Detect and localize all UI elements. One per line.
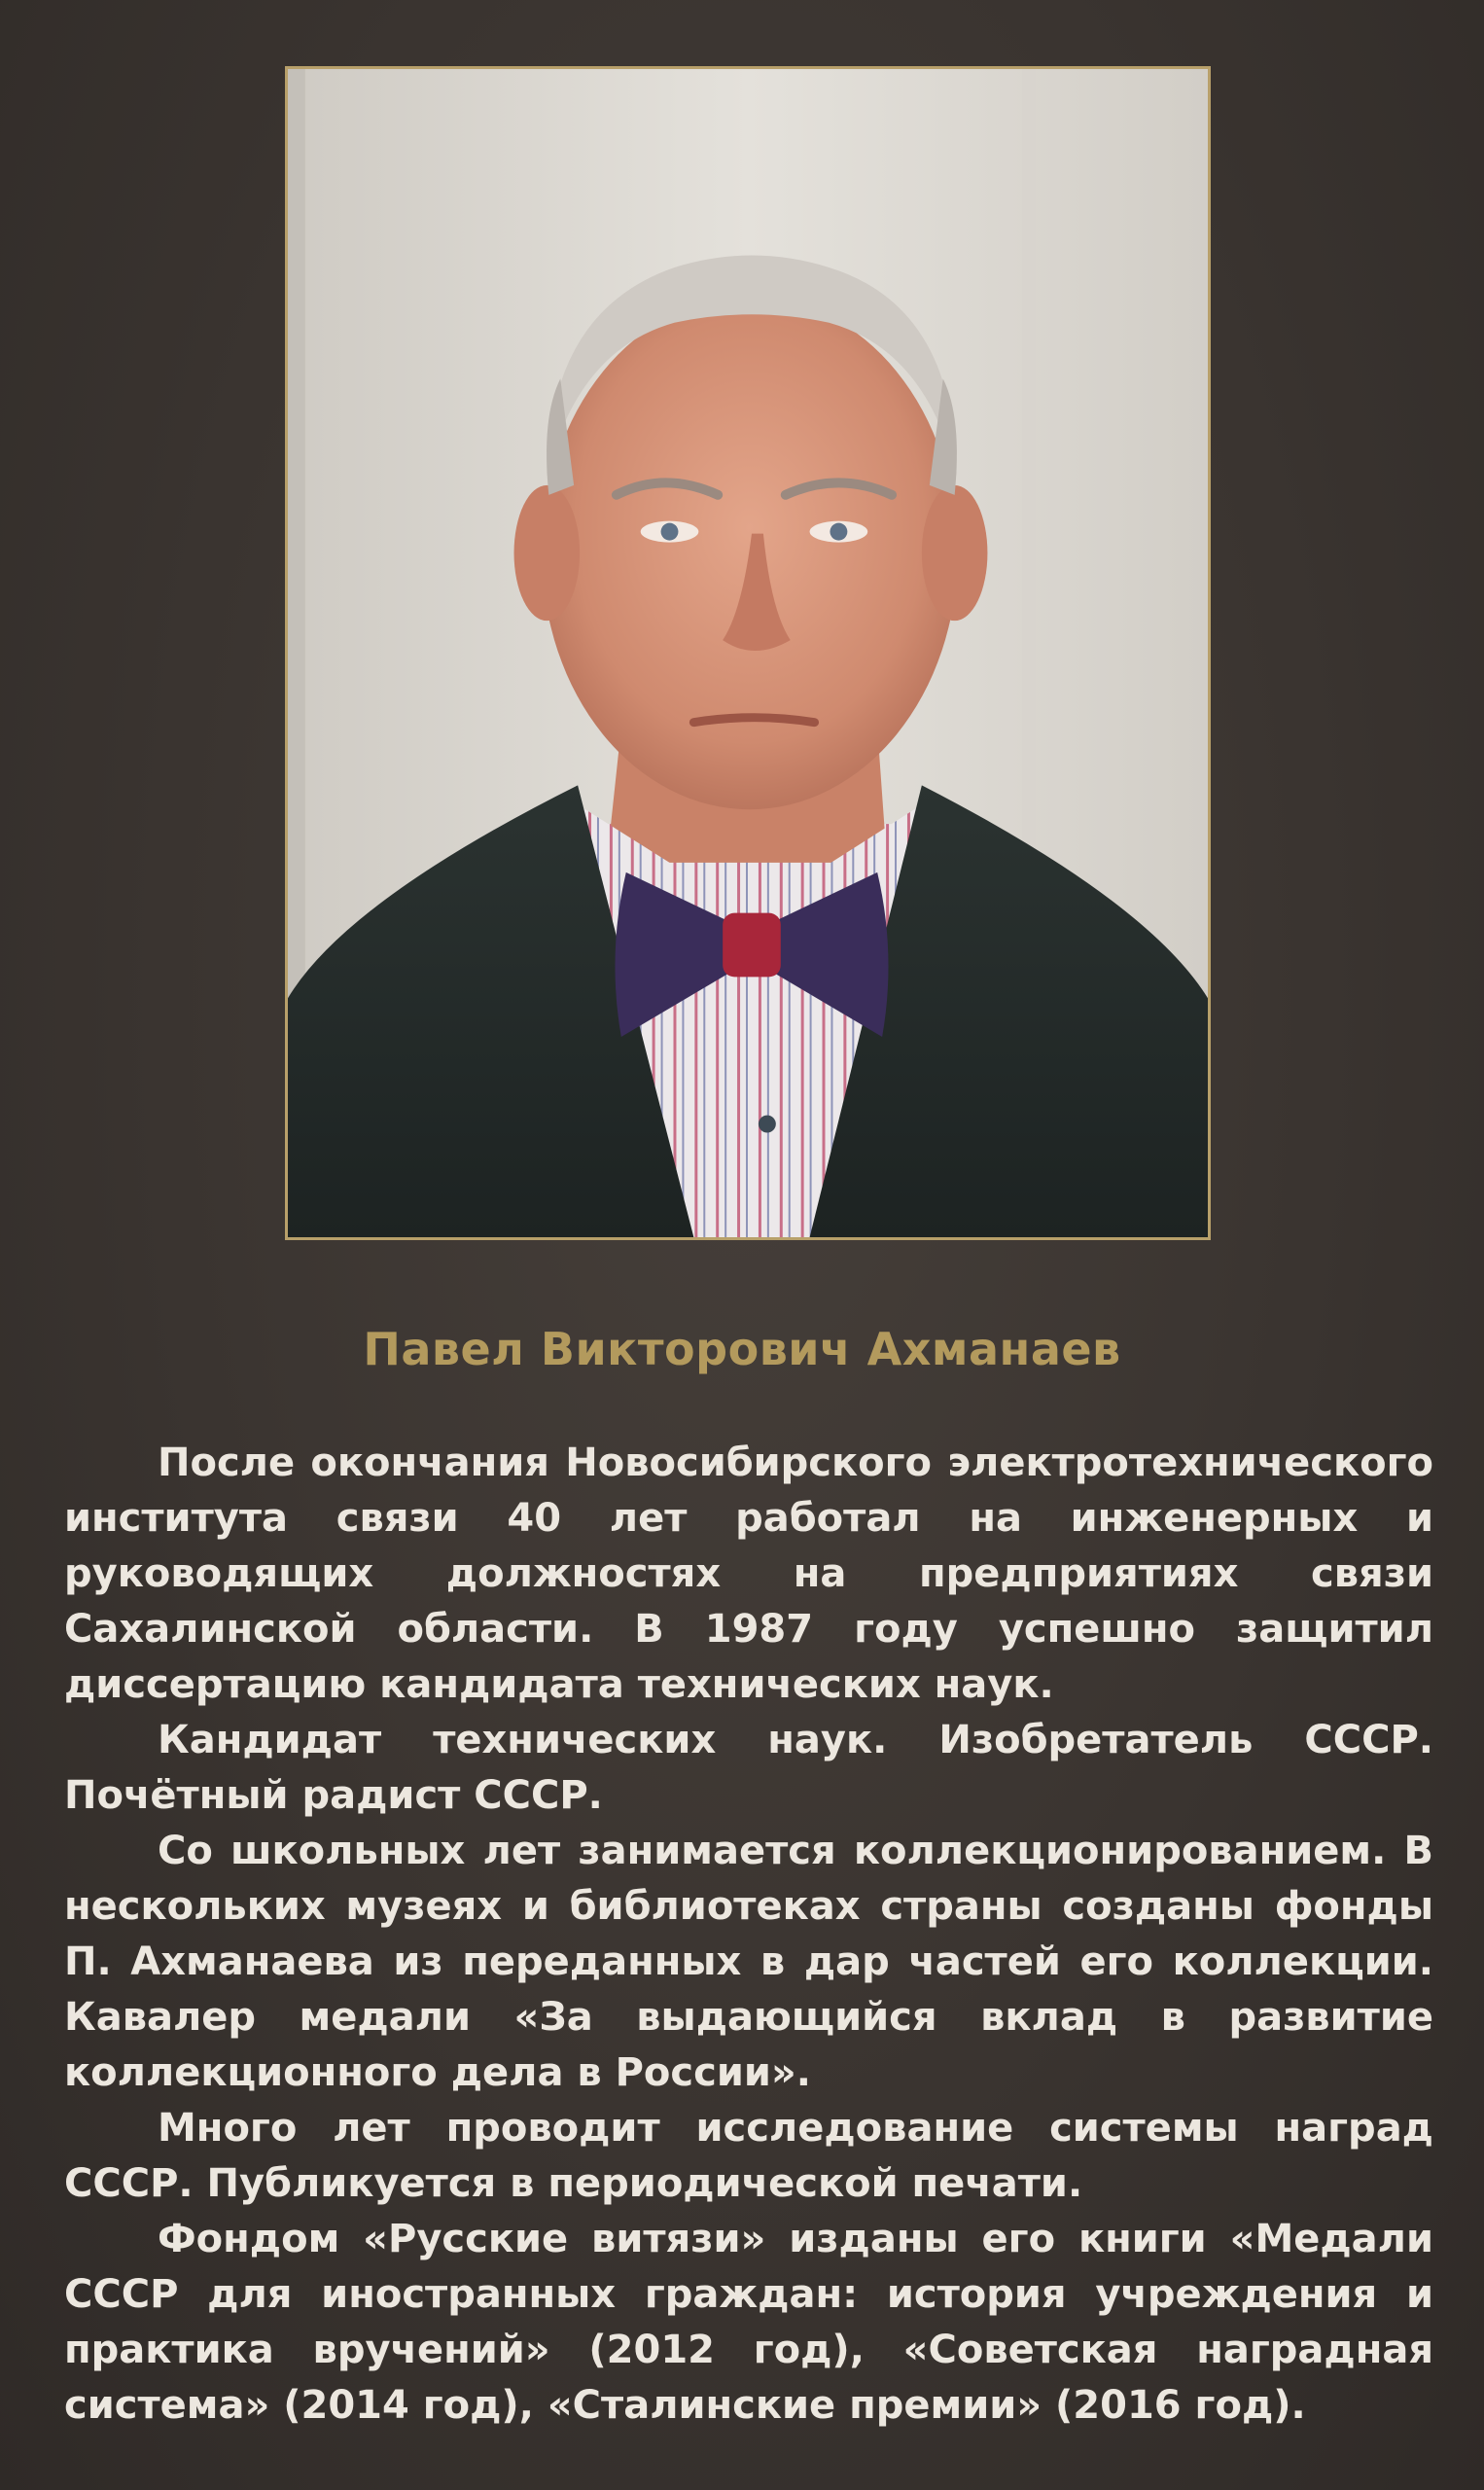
portrait-illustration: [288, 69, 1208, 1237]
bio-paragraph: Кандидат технических наук. Изобретатель СССР. Почётный радист СССР.: [64, 1718, 1433, 1818]
bio-paragraph: После окончания Новосибирского электротехнического института связи 40 лет работал на инженерных и руководящих должностях на предприятиях связи Сахалинской области. В 1987 году успешно защитил диссертацию кандидата технических наук.: [64, 1441, 1433, 1707]
author-biography: [64, 1436, 1433, 2434]
author-name: Павел Викторович Ахманаев: [363, 1323, 1121, 1375]
bio-paragraph: Фондом «Русские витязи» изданы его книги «Медали СССР для иностранных граждан: история учреждения и практика вручений» (2012 год), «Советская наградная система» (2014 год), «Сталинские премии» (2016 год).: [64, 2217, 1433, 2428]
bio-paragraph: Много лет проводит исследование системы наград СССР. Публикуется в периодической печати.: [64, 2106, 1433, 2206]
author-portrait-photo: [285, 66, 1211, 1240]
bio-paragraph: Со школьных лет занимается коллекционированием. В нескольких музеях и библиотеках страны созданы фонды П. Ахманаева из переданных в дар частей его коллекции. Кавалер медали «За выдающийся вклад в развитие коллекционного дела в России».: [64, 1829, 1433, 2095]
